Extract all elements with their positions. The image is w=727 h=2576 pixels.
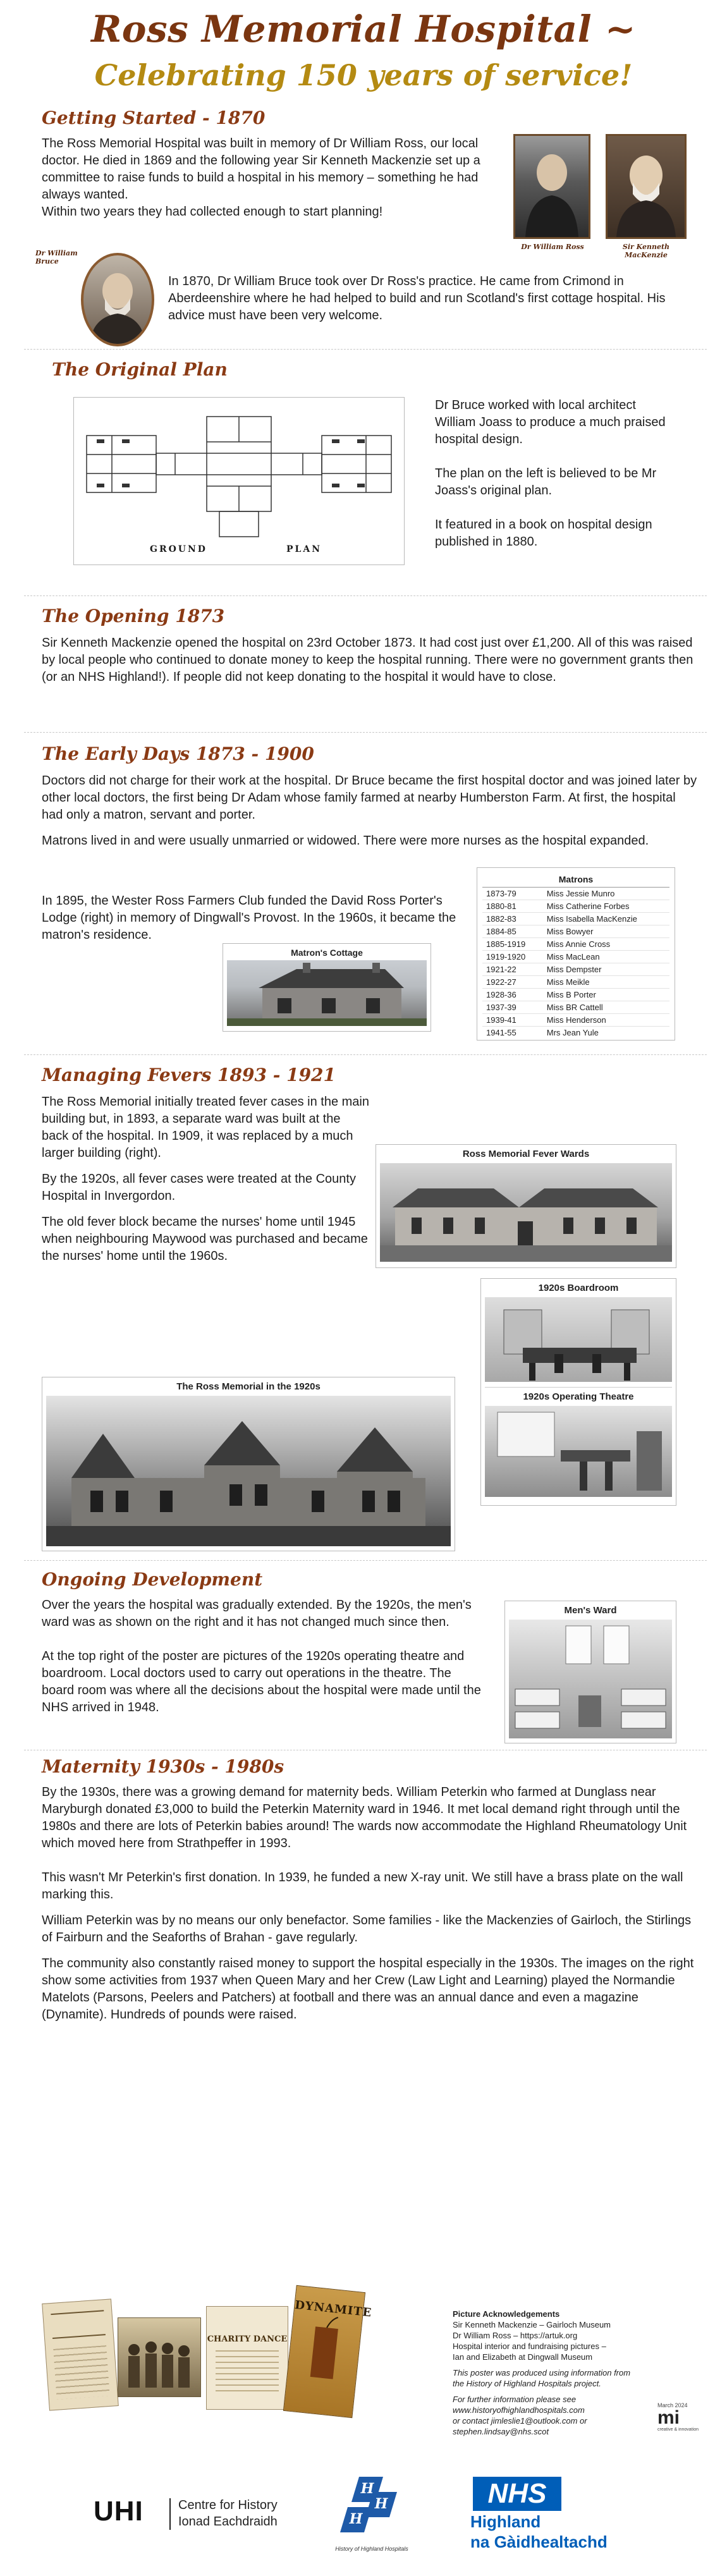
dynamite-magazine (283, 2285, 373, 2418)
fevers-p1: The Ross Memorial initially treated fever cases in the main building but, in 1893, a separate ward was built at the back of the hospital. In 1909, it was replaced by a much larger building (right). (42, 1095, 369, 1160)
acknowledgements-link[interactable]: or contact jimleslie1@outlook.com or (453, 2416, 587, 2426)
programme-header-rule (51, 2310, 106, 2339)
fevers-text (42, 1094, 370, 1265)
matron-years: 1937-39 (482, 1001, 543, 1014)
maternity-p1: By the 1930s, there was a growing demand for maternity beds. William Peterkin who farmed at Dunglass near Maryburgh donated £3,000 to build the Peterkin Maternity ward in 1946. It met local demand right through until the 1980s and there are lots of Peterkin babies around! The wards now accommodate the Highland Rheumatology Unit which moved here from Strathpeffer in 1993. (42, 1785, 687, 1850)
acknowledgements-title: Picture Acknowledgements (453, 2309, 560, 2319)
table-row (482, 1014, 669, 1027)
hospital-floor-plan (74, 398, 404, 565)
fever-wards-photo (380, 1163, 672, 1262)
hhh-caption: History of Highland Hospitals (335, 2546, 408, 2552)
table-row (482, 913, 669, 925)
early-days-p1: Doctors did not charge for their work at the hospital. Dr Bruce became the first hospital doctor and was joined later by other local doctors, the first being Dr Adam whose family farmed at nearby Humberston Farm. At first, the hospital had only a matron, servant and porter. (42, 774, 697, 822)
crew-photo (118, 2317, 201, 2397)
cottage-building (227, 960, 427, 1026)
table-row (482, 888, 669, 900)
original-plan-drawing (73, 397, 405, 565)
charity-dance-label: CHARITY DANCE (207, 2335, 288, 2344)
ongoing-text (42, 1597, 484, 1716)
portrait-william-ross (513, 134, 590, 239)
matrons-table-title: Matrons (482, 872, 669, 888)
section-divider (24, 595, 707, 596)
mens-ward-photo (509, 1620, 672, 1738)
heading-getting-started: Getting Started - 1870 (42, 107, 266, 128)
matron-name: Miss Dempster (543, 963, 669, 976)
dynamite-title: DYNAMITE (294, 2298, 373, 2320)
ongoing-p1: Over the years the hospital was gradually extended. By the 1920s, the men's ward was as shown on the right and it has not changed much since then. (42, 1598, 472, 1629)
uhi-logo: UHI (94, 2496, 144, 2527)
section-divider (24, 1054, 707, 1055)
matron-years: 1922-27 (482, 976, 543, 989)
boardroom-photo (485, 1297, 672, 1382)
matron-years: 1880-81 (482, 900, 543, 913)
plan-label-ground: GROUND (150, 544, 207, 554)
matron-years: 1928-36 (482, 989, 543, 1001)
crew-figures (118, 2318, 200, 2396)
heading-original-plan: The Original Plan (52, 359, 228, 380)
nhs-highland: Highland (470, 2512, 541, 2531)
acknowledgement-line: Dr William Ross – https://artuk.org (453, 2331, 578, 2340)
acknowledgement-line: Ian and Elizabeth at Dingwall Museum (453, 2352, 593, 2362)
table-row (482, 938, 669, 951)
early-days-p3: In 1895, the Wester Ross Farmers Club funded the David Ross Porter's Lodge (right) in memory of Dingwall's Provost. In the 1960s, it became the matron's residence. (42, 894, 456, 942)
history-highland-hospitals-logo (334, 2473, 435, 2555)
heading-opening: The Opening 1873 (42, 606, 225, 626)
table-row (482, 1001, 669, 1014)
mens-ward-card (504, 1601, 676, 1743)
opening-p1: Sir Kenneth Mackenzie opened the hospital on 23rd October 1873. It had cost just over £1,200. All of this was raised by local people who continued to donate money to keep the hospital running. There were no government grants then (or an NHS Highland!). If people did not keep donating to the hospital it would have to close. (42, 636, 693, 684)
matron-name: Mrs Jean Yule (543, 1027, 669, 1039)
matron-years: 1941-55 (482, 1027, 543, 1039)
original-plan-p2: The plan on the left is believed to be Mr Joass's original plan. (435, 467, 657, 497)
ross-memorial-building (46, 1396, 451, 1546)
original-plan-p1: Dr Bruce worked with local architect William Joass to produce a much praised hospital design. (435, 398, 666, 446)
ongoing-p2: At the top right of the poster are pictures of the 1920s operating theatre and boardroom. Local doctors used to carry out operations in the theatre. The board room was where all the decisions about the hospital were made until the NHS arrived in 1948. (42, 1649, 481, 1714)
svg-text:H: H (374, 2496, 388, 2512)
hhh-logo-mark (334, 2473, 435, 2542)
portrait-kenneth-mackenzie-figure (608, 136, 685, 237)
heading-maternity: Maternity 1930s - 1980s (42, 1756, 284, 1777)
heading-ongoing-development: Ongoing Development (42, 1569, 263, 1590)
matrons-cottage-photo (227, 960, 427, 1026)
matron-name: Miss BR Cattell (543, 1001, 669, 1014)
uhi-divider (169, 2498, 171, 2530)
matron-name: Miss Annie Cross (543, 938, 669, 951)
programme-text-lines (53, 2345, 109, 2400)
portrait-kenneth-mackenzie (606, 134, 687, 239)
boardroom-card (480, 1278, 676, 1506)
matron-name: Miss Bowyer (543, 925, 669, 938)
matron-name: Miss B Porter (543, 989, 669, 1001)
acknowledgements-link[interactable]: www.historyofhighlandhospitals.com (453, 2405, 585, 2415)
nhs-logo: NHS (473, 2477, 561, 2511)
poster-title: Ross Memorial Hospital ~ (91, 8, 636, 51)
section-divider (24, 349, 707, 350)
operating-theatre-room (485, 1406, 672, 1497)
matrons-cottage-caption: Matron's Cottage (291, 948, 363, 958)
table-row (482, 963, 669, 976)
maternity-text (42, 1784, 702, 2024)
matron-name: Miss Henderson (543, 1014, 669, 1027)
matron-years: 1873-79 (482, 888, 543, 900)
mens-ward-caption: Men's Ward (564, 1605, 617, 1616)
fevers-p2: By the 1920s, all fever cases were treated at the County Hospital in Invergordon. (42, 1172, 356, 1203)
boardroom-caption: 1920s Boardroom (538, 1283, 619, 1293)
mi-badge (657, 2402, 699, 2432)
fever-wards-caption: Ross Memorial Fever Wards (462, 1149, 590, 1159)
matron-name: Miss Isabella MacKenzie (543, 913, 669, 925)
matron-years: 1919-1920 (482, 951, 543, 963)
centre-gaelic: Ionad Eachdraidh (178, 2515, 278, 2529)
centre-for-history (178, 2497, 278, 2530)
caption-kenneth-mackenzie: Sir Kenneth MacKenzie (622, 243, 670, 259)
operating-theatre-photo (485, 1406, 672, 1497)
heading-early-days: The Early Days 1873 - 1900 (42, 743, 314, 764)
matron-years: 1921-22 (482, 963, 543, 976)
matron-name: Miss Jessie Munro (543, 888, 669, 900)
maternity-p4: The community also constantly raised money to support the hospital especially in the 1930s. The images on the right show some activities from 1937 when Queen Mary and her Crew (Law Light and Learning) played the Normandie Matelots (Parsons, Peelers and Patchers) at football and there was an annual dance and even a magazine (Dynamite). Hundreds of pounds were raised. (42, 1956, 694, 2022)
section-divider (24, 732, 707, 733)
acknowledgements-produced: This poster was produced using information from the History of Highland Hospitals project. (453, 2368, 631, 2388)
fever-wards-card (376, 1144, 676, 1268)
svg-text:H: H (360, 2481, 374, 2497)
table-row (482, 1027, 669, 1039)
dynamite-cover-art (286, 2312, 362, 2401)
badge-date: March 2024 (657, 2402, 688, 2408)
getting-started-p3: In 1870, Dr William Bruce took over Dr Ross's practice. He came from Crimond in Aberdeenshire where he had helped to build and run Scotland's first cottage hospital. His advice must have been very welcome. (168, 274, 666, 322)
acknowledgement-line: Sir Kenneth Mackenzie – Gairloch Museum (453, 2320, 611, 2329)
plan-label-plan: PLAN (286, 544, 322, 554)
matron-name: Miss Meikle (543, 976, 669, 989)
badge-subtitle: creative & innovation (657, 2427, 699, 2432)
section-divider (24, 1560, 707, 1561)
ross-memorial-1920s-caption: The Ross Memorial in the 1920s (176, 1381, 321, 1392)
portrait-william-bruce-figure (83, 255, 152, 344)
heading-managing-fevers: Managing Fevers 1893 - 1921 (42, 1065, 336, 1085)
matron-years: 1939-41 (482, 1014, 543, 1027)
original-plan-p3: It featured in a book on hospital design published in 1880. (435, 518, 652, 549)
matron-name: Miss MacLean (543, 951, 669, 963)
maternity-p2: This wasn't Mr Peterkin's first donation. In 1939, he funded a new X-ray unit. We still have a brass plate on the wall marking this. (42, 1871, 683, 1901)
acknowledgements-link[interactable]: stephen.lindsay@nhs.scot (453, 2427, 549, 2436)
early-days-p2: Matrons lived in and were usually unmarried or widowed. There were more nurses as the hospital expanded. (42, 834, 649, 848)
matron-years: 1885-1919 (482, 938, 543, 951)
centre-english: Centre for History (178, 2498, 278, 2512)
table-row (482, 900, 669, 913)
ross-memorial-1920s-card (42, 1377, 455, 1551)
fevers-p3: The old fever block became the nurses' home until 1945 when neighbouring Maywood was purchased and became the nurses' home until the 1960s. (42, 1215, 368, 1263)
portrait-william-bruce (81, 253, 154, 346)
table-row (482, 989, 669, 1001)
original-plan-text (435, 397, 669, 551)
acknowledgement-line: Hospital interior and fundraising pictures – (453, 2341, 606, 2351)
getting-started-p1: The Ross Memorial Hospital was built in memory of Dr William Ross, our local doctor. He died in 1869 and the following year Sir Kenneth Mackenzie set up a committee to raise funds to build a hospital in his memory – something he had always wanted. (42, 137, 480, 202)
mens-ward-beds (509, 1620, 672, 1738)
caption-william-bruce: Dr William Bruce (35, 249, 78, 266)
charity-dance-text-lines (216, 2350, 279, 2395)
table-row (482, 951, 669, 963)
boardroom-table (485, 1297, 672, 1382)
svg-text:H: H (349, 2511, 363, 2527)
early-days-text-top (42, 772, 699, 850)
matron-years: 1882-83 (482, 913, 543, 925)
matrons-table (482, 872, 669, 1039)
matron-years: 1884-85 (482, 925, 543, 938)
operating-theatre-caption: 1920s Operating Theatre (485, 1387, 672, 1402)
table-row (482, 976, 669, 989)
football-programme (42, 2298, 119, 2410)
charity-dance-ticket (206, 2306, 288, 2410)
poster-subtitle: Celebrating 150 years of service! (94, 58, 633, 92)
ross-memorial-1920s-photo (46, 1396, 451, 1546)
portrait-william-ross-figure (515, 136, 589, 237)
acknowledgements-further: For further information please see (453, 2395, 577, 2404)
matrons-table-card (477, 867, 675, 1041)
fever-wards-building (380, 1163, 672, 1262)
table-row (482, 925, 669, 938)
caption-william-ross: Dr William Ross (521, 243, 584, 251)
matrons-cottage-card (223, 943, 431, 1032)
picture-acknowledgements (453, 2309, 642, 2437)
getting-started-text (42, 135, 497, 221)
nhs-gaelic: na Gàidhealtachd (470, 2532, 608, 2551)
badge-mark: mi (657, 2407, 680, 2428)
maternity-p3: William Peterkin was by no means our only benefactor. Some families - like the Mackenzies of Gairloch, the Stirlings of Fairburn and the Seaforths of Brahan - gave regularly. (42, 1914, 692, 1944)
matron-name: Miss Catherine Forbes (543, 900, 669, 913)
getting-started-p2: Within two years they had collected enough to start planning! (42, 205, 383, 219)
